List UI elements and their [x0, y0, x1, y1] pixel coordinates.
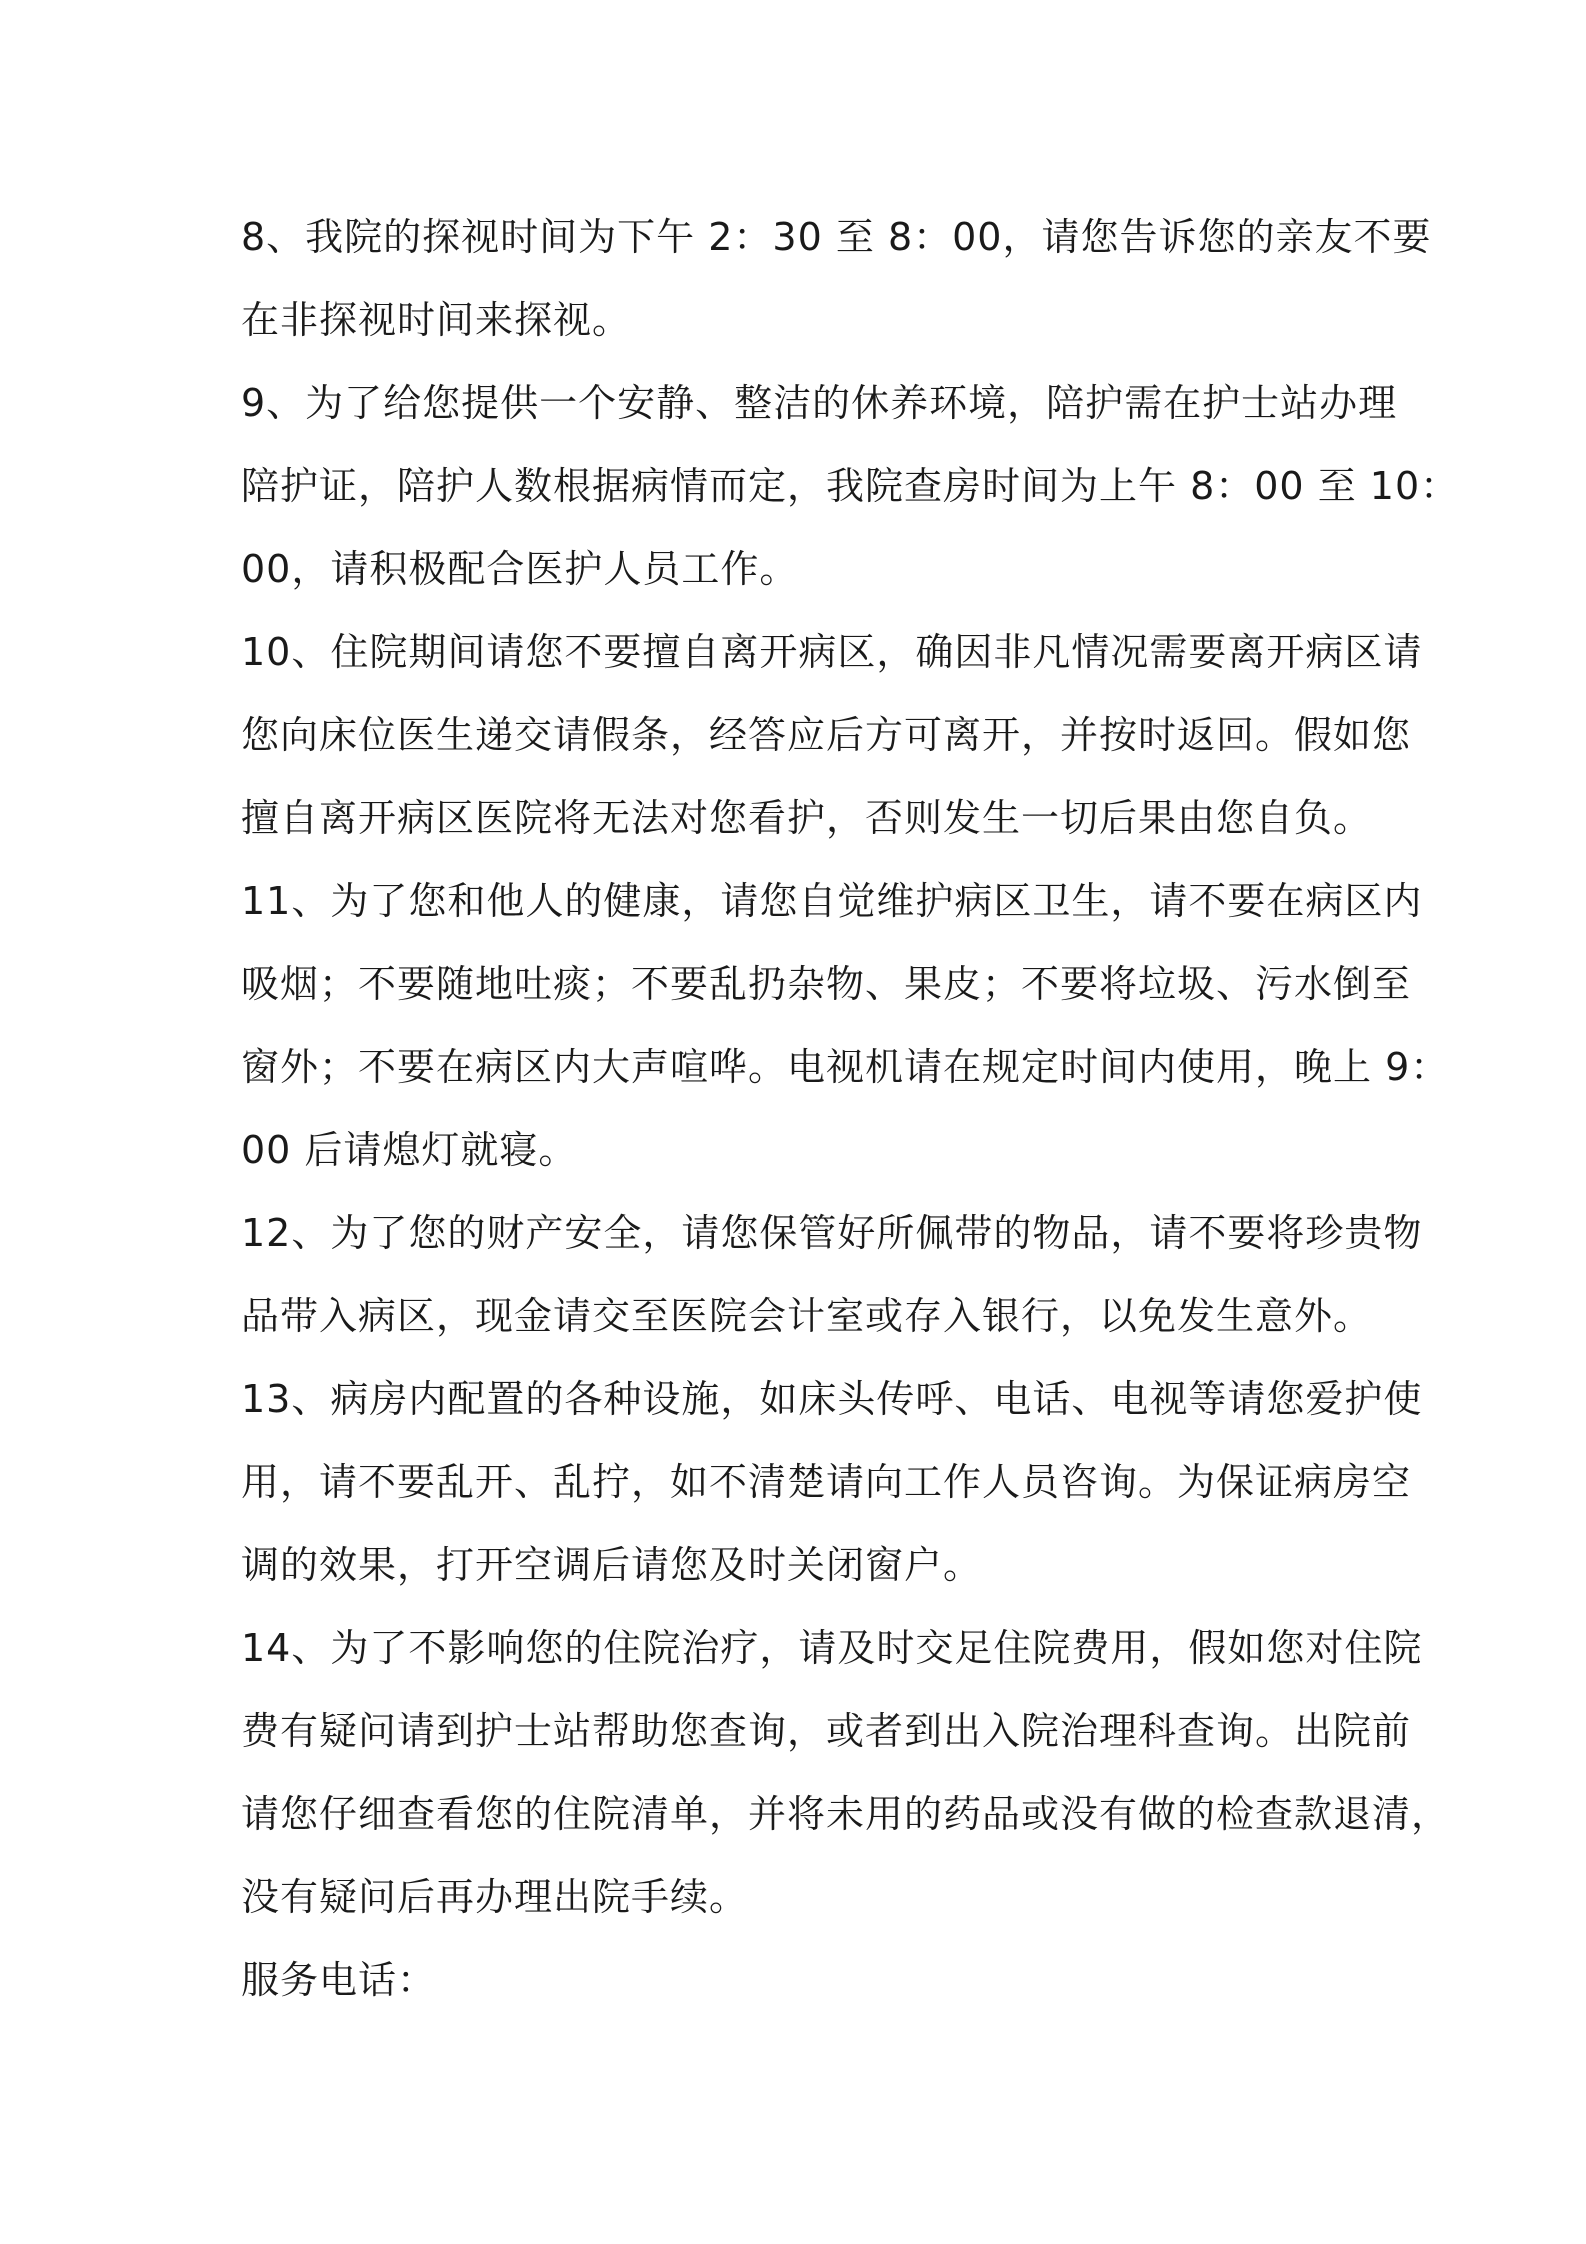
text-line: 擅自离开病区医院将无法对您看护，否则发生一切后果由您自负。 — [241, 796, 1373, 840]
text-line: 品带入病区，现金请交至医院会计室或存入银行，以免发生意外。 — [241, 1294, 1373, 1338]
text-line: 窗外；不要在病区内大声喧哗。电视机请在规定时间内使用，晚上 9： — [241, 1045, 1450, 1089]
text-line: 费有疑问请到护士站帮助您查询，或者到出入院治理科查询。出院前 — [241, 1709, 1412, 1753]
text-line: 吸烟；不要随地吐痰；不要乱扔杂物、果皮；不要将垃圾、污水倒至 — [241, 962, 1412, 1006]
text-line: 调的效果，打开空调后请您及时关闭窗户。 — [241, 1543, 983, 1587]
text-line: 11、为了您和他人的健康，请您自觉维护病区卫生，请不要在病区内 — [241, 879, 1423, 923]
text-line: 00 后请熄灯就寝。 — [241, 1128, 578, 1172]
text-line: 13、病房内配置的各种设施，如床头传呼、电话、电视等请您爱护使 — [241, 1377, 1423, 1421]
text-line: 没有疑问后再办理出院手续。 — [241, 1875, 749, 1919]
text-line: 14、为了不影响您的住院治疗，请及时交足住院费用，假如您对住院 — [241, 1626, 1423, 1670]
text-line: 12、为了您的财产安全，请您保管好所佩带的物品，请不要将珍贵物 — [241, 1211, 1423, 1255]
text-line: 9、为了给您提供一个安静、整洁的休养环境，陪护需在护士站办理 — [241, 381, 1398, 425]
text-line: 您向床位医生递交请假条，经答应后方可离开，并按时返回。假如您 — [241, 713, 1412, 757]
text-line: 陪护证，陪护人数根据病情而定，我院查房时间为上午 8：00 至 10： — [241, 464, 1460, 508]
text-line: 00，请积极配合医护人员工作。 — [241, 547, 799, 591]
text-line: 在非探视时间来探视。 — [241, 298, 632, 342]
text-line: 请您仔细查看您的住院清单，并将未用的药品或没有做的检查款退清， — [241, 1792, 1451, 1836]
text-line: 8、我院的探视时间为下午 2：30 至 8：00，请您告诉您的亲友不要 — [241, 215, 1432, 259]
document-body — [241, 196, 1460, 2022]
text-line: 10、住院期间请您不要擅自离开病区，确因非凡情况需要离开病区请 — [241, 630, 1423, 674]
text-line: 用，请不要乱开、乱拧，如不清楚请向工作人员咨询。为保证病房空 — [241, 1460, 1412, 1504]
service-phone-label: 服务电话： — [241, 1958, 437, 2002]
